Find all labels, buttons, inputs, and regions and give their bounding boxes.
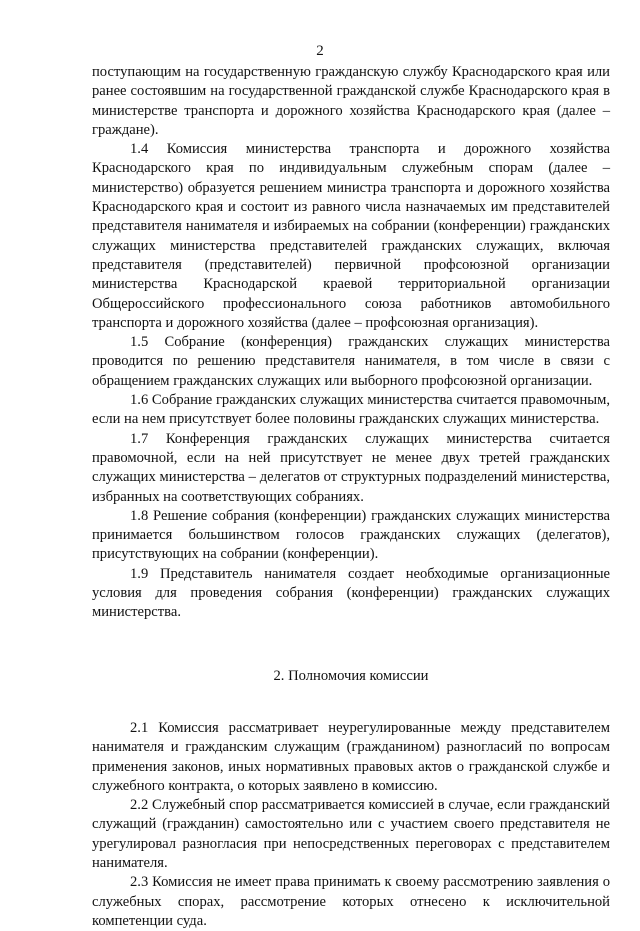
document-body	[92, 63, 610, 931]
paragraph-2-2: 2.2 Служебный спор рассматривается комиссией в случае, если гражданский служащий (гражданин) самостоятельно или с участием своего представителя не урегулировал разногласия при непосредственных переговорах с представителем нанимателя.	[92, 797, 610, 871]
paragraph-1-6: 1.6 Собрание гражданских служащих министерства считается правомочным, если на нем присутствует более половины гражданских служащих министерства.	[92, 392, 610, 428]
paragraph-1-4: 1.4 Комиссия министерства транспорта и дорожного хозяйства Краснодарского края по индивидуальным служебным спорам (далее – министерство) образуется решением министра транспорта и дорожного хозяйства Краснодарского края и состоит из равного числа назначаемых им представителей представителя нанимателя и избираемых на собрании (конференции) гражданских служащих министерства представителей гражданских служащих, включая представителя (представителей) первичной профсоюзной организации министерства Краснодарской краевой территориальной организации Общероссийского профессионального союза работников автомобильного транспорта и дорожного хозяйства (далее – профсоюзная организация).	[92, 141, 610, 331]
paragraph-1-7: 1.7 Конференция гражданских служащих министерства считается правомочной, если на ней присутствует не менее двух третей гражданских служащих министерства – делегатов от структурных подразделений министерства, избранных на соответствующих собраниях.	[92, 430, 610, 505]
paragraph-1-5: 1.5 Собрание (конференция) гражданских служащих министерства проводится по решению представителя нанимателя, в том числе в связи с обращением гражданских служащих или выборного профсоюзной организации.	[92, 334, 610, 389]
page-number: 2	[316, 43, 324, 59]
paragraph-2-3: 2.3 Комиссия не имеет права принимать к своему рассмотрению заявления о служебных спорах, рассмотрение которых отнесено к исключительной компетенции суда.	[92, 874, 610, 929]
paragraph-1-8: 1.8 Решение собрания (конференции) гражданских служащих министерства принимается большинством голосов гражданских служащих (делегатов), присутствующих на собрании (конференции).	[92, 507, 610, 563]
paragraph-continuation: поступающим на государственную гражданскую службу Краснодарского края или ранее состоявшим на государственной гражданской службе Краснодарского края в министерстве транспорта и дорожного хозяйства Краснодарского края (далее – граждане).	[92, 64, 610, 138]
section-heading: 2. Полномочия комиссии	[273, 667, 429, 684]
paragraph-1-9: 1.9 Представитель нанимателя создает необходимые организационные условия для проведения собрания (конференции) гражданских служащих министерства.	[92, 565, 610, 621]
paragraph-2-1: 2.1 Комиссия рассматривает неурегулированные между представителем нанимателя и гражданским служащим (гражданином) разногласий по вопросам применения законов, иных нормативных правовых актов о гражданской службе и служебного контракта, о которых заявлено в комиссию.	[92, 719, 610, 794]
